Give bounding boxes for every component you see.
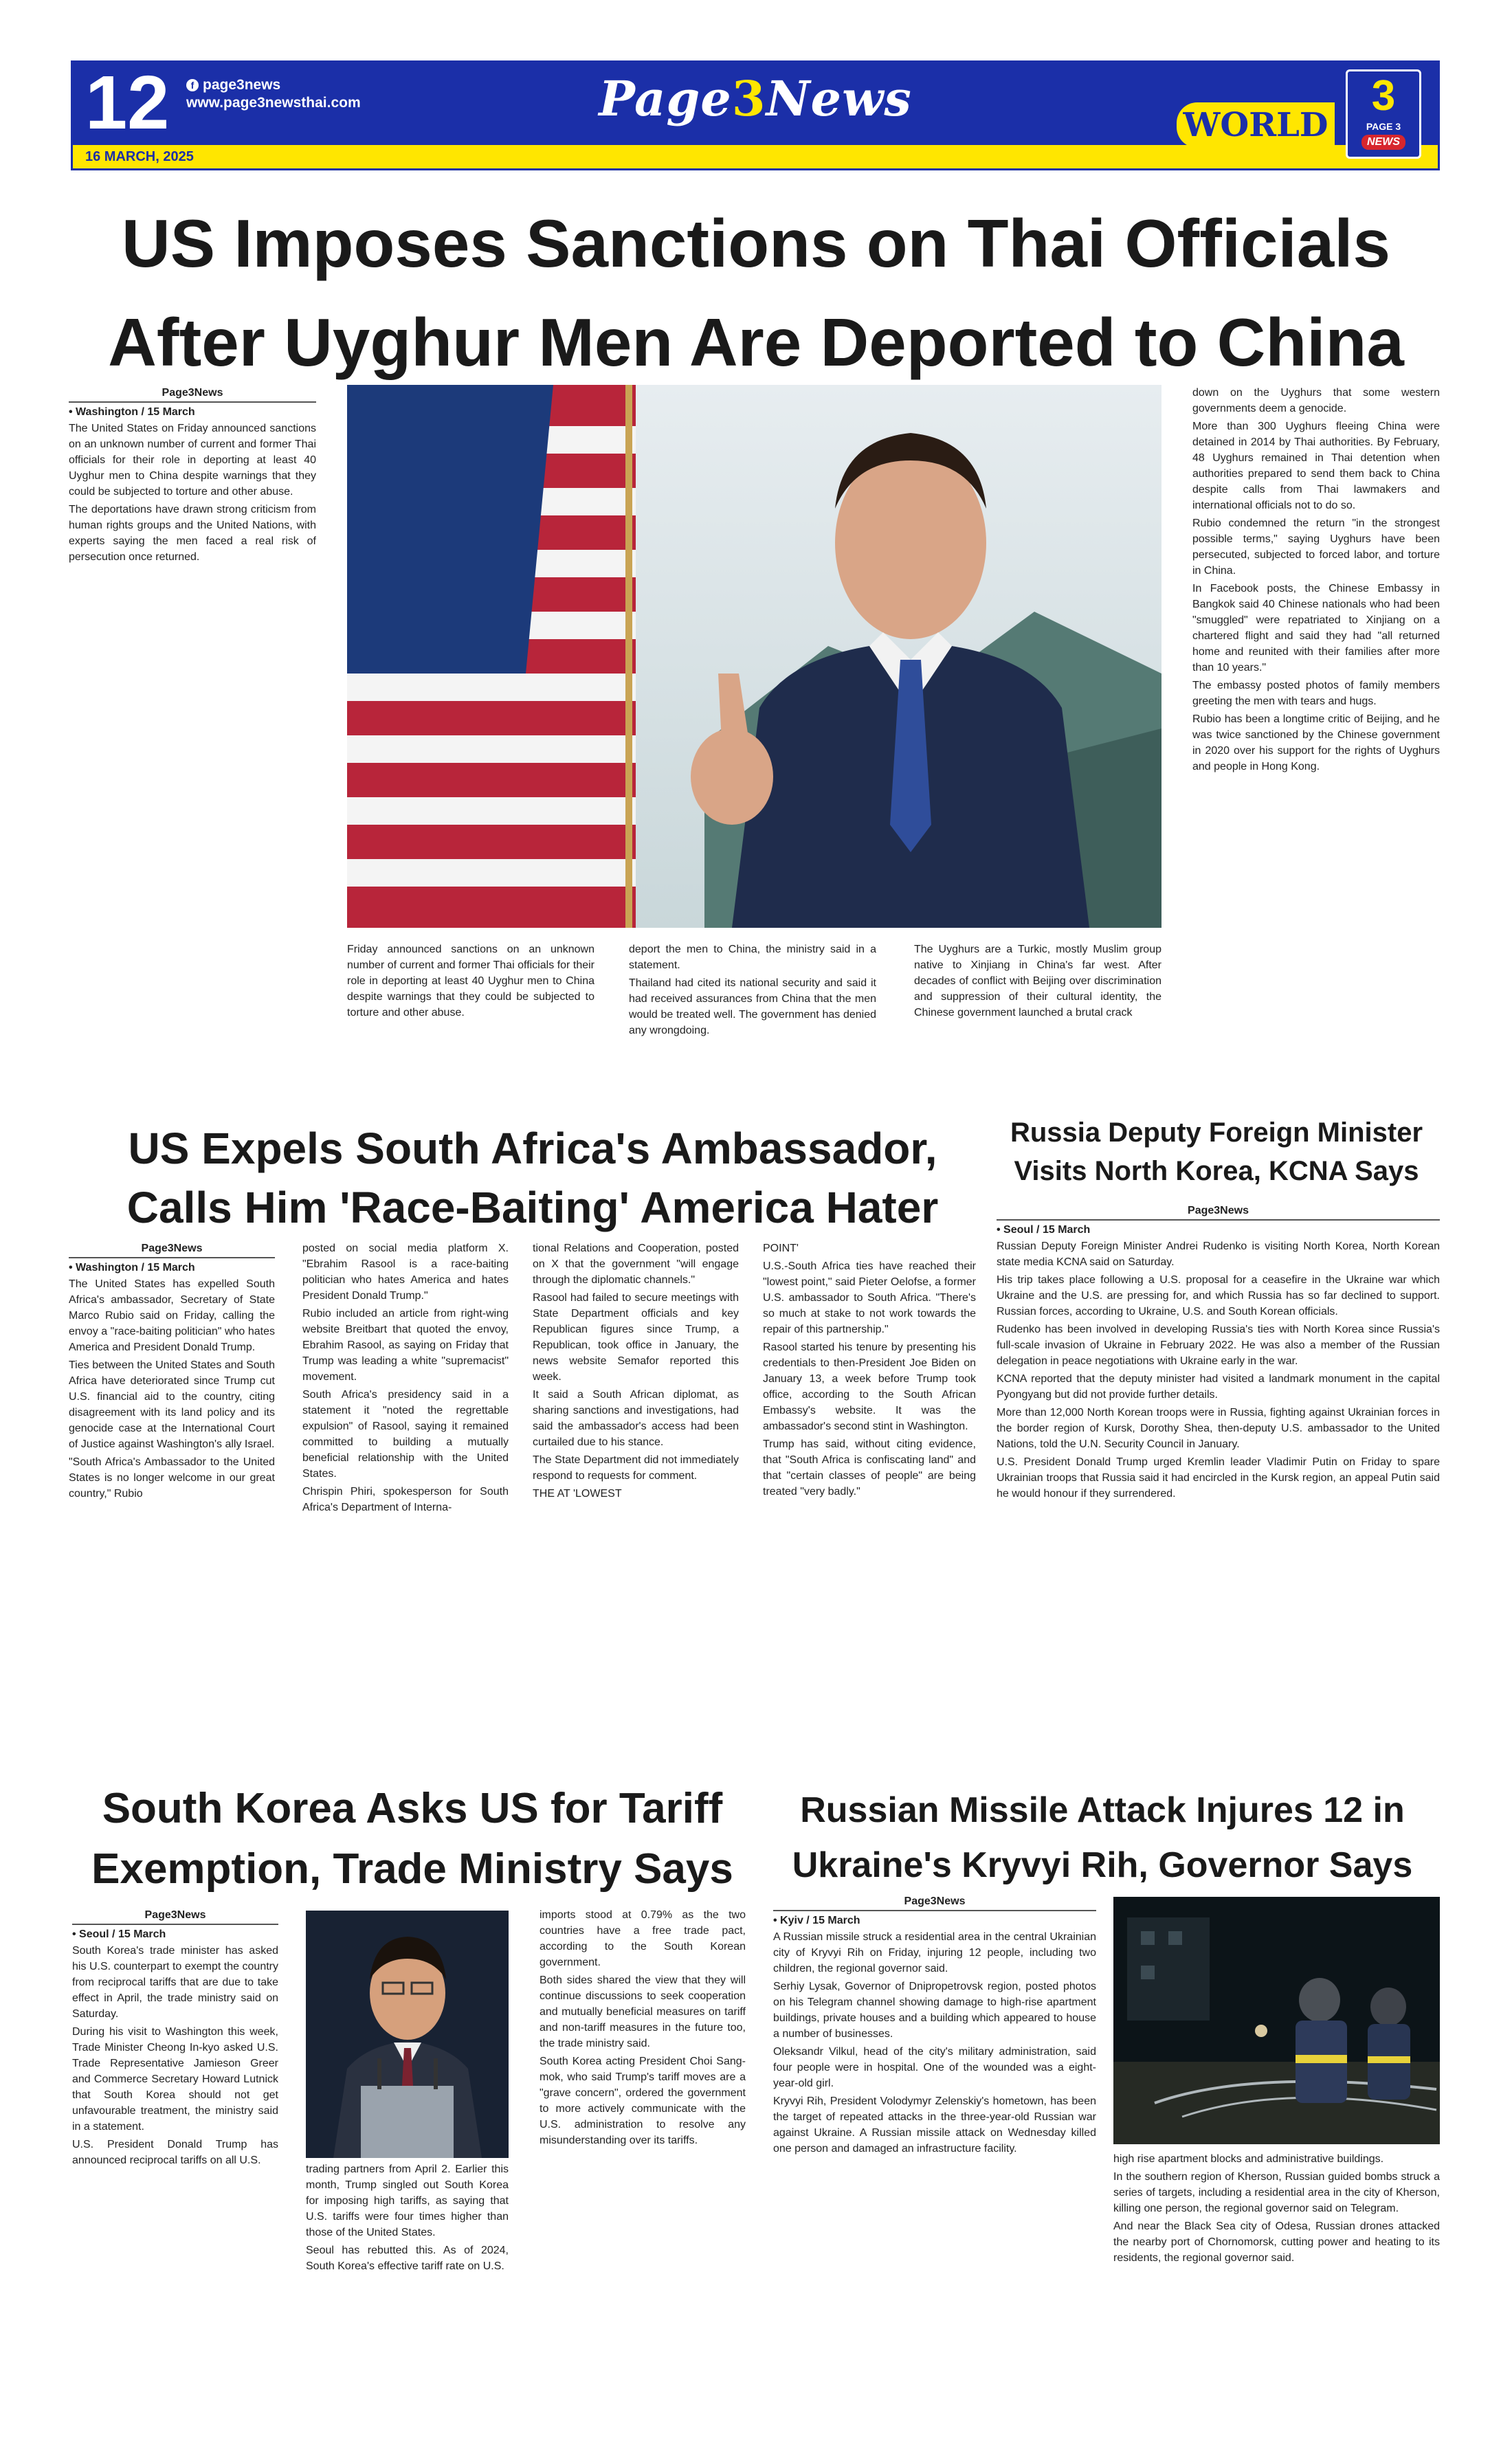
lead-column-4: deport the men to China, the ministry said in a statement. Thailand had cited its national security and said it had received assurances from China that the men would be treated well. The government has denied any wrongdoing. [629, 944, 876, 1036]
south-africa-column-1: Page3News • Washington / 15 March The United States has expelled South Africa's ambassador, Secretary of State Marco Rubio said on Friday, calling the envoy a "race-baiting politician" who hates America and President Donald Trump. Ties between the United States and South Africa have deteriorated since Trump cut U.S. financial aid to the country, citing disagreement with its land policy and its genocide case at the International Court of Justice against Washington's ally Israel. "South Africa's Ambassador to the United States is no longer welcome in our great country," Rubio [69, 1240, 275, 1763]
russia-missile-headline: Russian Missile Attack Injures 12 in Ukraine's Kryvyi Rih, Governor Says [792, 1790, 1413, 1885]
south-korea-column-3: imports stood at 0.79% as the two countries have a free trade pact, according to the South Korean government. Both sides shared the view that they will continue discussions to seek cooperation and mutually beneficial measures on tariff and non-tariff measures in the future too, the trade ministry said. South Korea acting President Choi Sang-mok, who said Trump's tariff moves are a "grave concern", ordered the government to more actively communicate with the U.S. administration to resolve any misunderstanding over its tariffs. [540, 1909, 746, 2146]
facebook-icon: f [186, 79, 199, 91]
south-korea-headline: South Korea Asks US for Tariff Exemption, Trade Ministry Says [91, 1785, 733, 1893]
south-africa-column-4: POINT' U.S.-South Africa ties have reached their "lowest point," said Pieter Oelofse, a former U.S. ambassador to South Africa. "There's so much at stake to not work towards the repair of this partnership." Rasool started his tenure by presenting his credentials to then-President Joe Biden on January 13, a week before Trump took office, according to the South African Embassy's website. It was the ambassador's second stint in Washington. Trump has said, without citing evidence, that "South Africa is confiscating land" and that "certain classes of people" are being treated "very badly." [763, 1243, 976, 1498]
lead-column-1: Page3News • Washington / 15 March The United States on Friday announced sanctions on an unknown number of current and former Thai officials for their role in deporting at least 40 Uyghur men to China despite warnings that they could be subjected to torture and other abuse. The deportations have drawn strong criticism from human rights groups and the United Nations, with experts saying the men faced a real risk of persecution once returned. [69, 385, 316, 1113]
page-number: 12 [85, 60, 170, 145]
south-korea-column-1: Page3News • Seoul / 15 March South Korea's trade minister has asked his U.S. counterpart to exempt the country from reciprocal tariffs that are due to take effect in April, the trade ministry said on Saturday. During his visit to Washington this week, Trade Minister Cheong In-kyo asked U.S. Trade Representative Jamieson Greer and Commerce Secretary Howard Lutnick that South Korea should not get unfavourable treatment, the ministry said in a statement. U.S. President Donald Trump has announced reciprocal tariffs on all U.S. [72, 1907, 278, 2416]
lead-column-5: The Uyghurs are a Turkic, mostly Muslim group native to Xinjiang in China's far west. After decades of conflict with Beijing over discrimination and suppression of their cultural identity, the Chinese government launched a brutal crack [914, 944, 1161, 1019]
page3-logo-badge: 3 PAGE 3 NEWS [1346, 69, 1421, 159]
header-date-strip [73, 145, 1438, 168]
lead-column-2: down on the Uyghurs that some western governments deem a genocide. More than 300 Uyghurs fleeing China were detained in 2014 by Thai authorities. By February, 48 Uyghurs remained in Thai detention when authorities prepared to send them back to China despite calls from Thai lawmakers and international officials not to do so. Rubio condemned the return "in the strongest possible terms," saying Uyghurs have been persecuted, subjected to forced labor, and torture in China. In Facebook posts, the Chinese Embassy in Bangkok said 40 Chinese nationals who had been "smuggled" were repatriated to Xinjiang on a chartered flight and said they had "all returned home and reunited with their families after more than 10 years." The embassy posted photos of family members greeting the men with tears and hugs. Rubio has been a longtime critic of Beijing, and he was twice sanctioned by the Chinese government in 2020 over his support for the rights of Uyghurs and people in Hong Kong. [1192, 387, 1440, 772]
south-africa-column-2: posted on social media platform X. "Ebrahim Rasool is a race-baiting politician who hates America and hates President Donald Trump." Rubio included an article from right-wing website Breitbart that quoted the envoy, Ebrahim Rasool, as saying on Friday that Trump was leading a white "supremacist" movement. South Africa's presidency said in a statement it "noted the regrettable expulsion" of Rasool, saying it remained committed to building a mutually beneficial relationship with the United States. Chrispin Phiri, spokesperson for South Africa's Department of Interna- [302, 1243, 509, 1513]
lead-column-3: Friday announced sanctions on an unknown number of current and former Thai officials for their role in deporting at least 40 Uyghur men to China despite warnings that they could be subjected to torture and other abuse. [347, 944, 594, 1019]
website-link[interactable]: www.page3newsthai.com [186, 95, 361, 111]
missile-attack-photo [1113, 1897, 1440, 2144]
trade-minister-photo [306, 1911, 509, 2158]
issue-date: 16 MARCH, 2025 [85, 149, 194, 164]
south-korea-column-2: trading partners from April 2. Earlier this month, Trump singled out South Korea for imposing high tariffs, as saying that U.S. tariffs were four times higher than those of the United States. Seoul has rebutted this. As of 2024, South Korea's effective tariff rate on U.S. [306, 2163, 509, 2272]
section-label: WORLD [1177, 102, 1335, 148]
lead-headline: US Imposes Sanctions on Thai Officials After Uyghur Men Are Deported to China [108, 205, 1404, 380]
rubio-photo [347, 385, 1161, 928]
page-header [71, 60, 1440, 170]
south-africa-column-3: tional Relations and Cooperation, posted on X that the government "will engage through the diplomatic channels." Rasool had failed to secure meetings with State Department officials and key Republican figures since Trump, a Republican, took office in January, the news website Semafor reported this week. It said a South African diplomat, as sharing sanctions and investigations, had said the ambassador's access had been curtailed due to his stance. The State Department did not immediately respond to requests for comment. THE AT 'LOWEST [533, 1243, 739, 1500]
russia-missile-column-2: high rise apartment blocks and administrative buildings. In the southern region of Kherson, Russian guided bombs struck a series of targets, including a residential area in the city of Kherson, killing one person, the regional governor said on Telegram. And near the Black Sea city of Odesa, Russian drones attacked the nearby port of Chornomorsk, cutting power and heating to its residents, the regional governor said. [1113, 2153, 1440, 2264]
russia-missile-column-1: Page3News • Kyiv / 15 March A Russian missile struck a residential area in the central Ukrainian city of Kryvyi Rih on Friday, injuring 12 people, including two children, the regional governor said. Serhiy Lysak, Governor of Dnipropetrovsk region, posted photos on his Telegram channel showing damage to high-rise apartment buildings, private houses and a building which appeared to house a number of businesses. Oleksandr Vilkul, head of the city's military administration, said four people were in hospital. One of the wounded was a eight-year-old girl. Kryvyi Rih, President Volodymyr Zelenskiy's hometown, has been the target of repeated attacks in the three-year-old Russian war against Ukraine. A Russian missile attack on Wednesday killed one person and damaged an infrastructure facility. [773, 1893, 1096, 2416]
south-africa-headline: US Expels South Africa's Ambassador, Calls Him 'Race-Baiting' America Hater [126, 1124, 939, 1232]
russia-nk-body: Page3News • Seoul / 15 March Russian Deputy Foreign Minister Andrei Rudenko is visiting North Korea, North Korean state media KCNA said on Saturday. His trip takes place following a U.S. proposal for a ceasefire in the Ukraine war which Ukraine and the U.S. are pressing for, and which Russia has so far declined to support. Russian forces, according to Ukraine, U.S. and South Korean officials. Rudenko has been involved in developing Russia's ties with North Korea since Russia's full-scale invasion of Ukraine in February 2022. He was also a member of the Russian delegation in peace negotiations with Ukraine early in the war. KCNA reported that the deputy minister had visited a landmark monument in the capital Pyongyang but did not provide further details. More than 12,000 North Korean troops were in Russia, fighting against Ukrainian forces in the border region of Kursk, Dorothy Shea, then-deputy U.S. ambassador to the United Nations, told the U.N. Security Council in January. U.S. President Donald Trump urged Kremlin leader Vladimir Putin on Friday to spare Ukrainian troops that Russia said it had encircled in the Kursk region, an appeal Putin said he would honour if they surrendered. [997, 1203, 1440, 1763]
facebook-handle[interactable]: page3news [203, 77, 281, 93]
masthead-logo: Page3News [599, 70, 912, 127]
russia-nk-headline: Russia Deputy Foreign Minister Visits North Korea, KCNA Says [1010, 1117, 1423, 1186]
